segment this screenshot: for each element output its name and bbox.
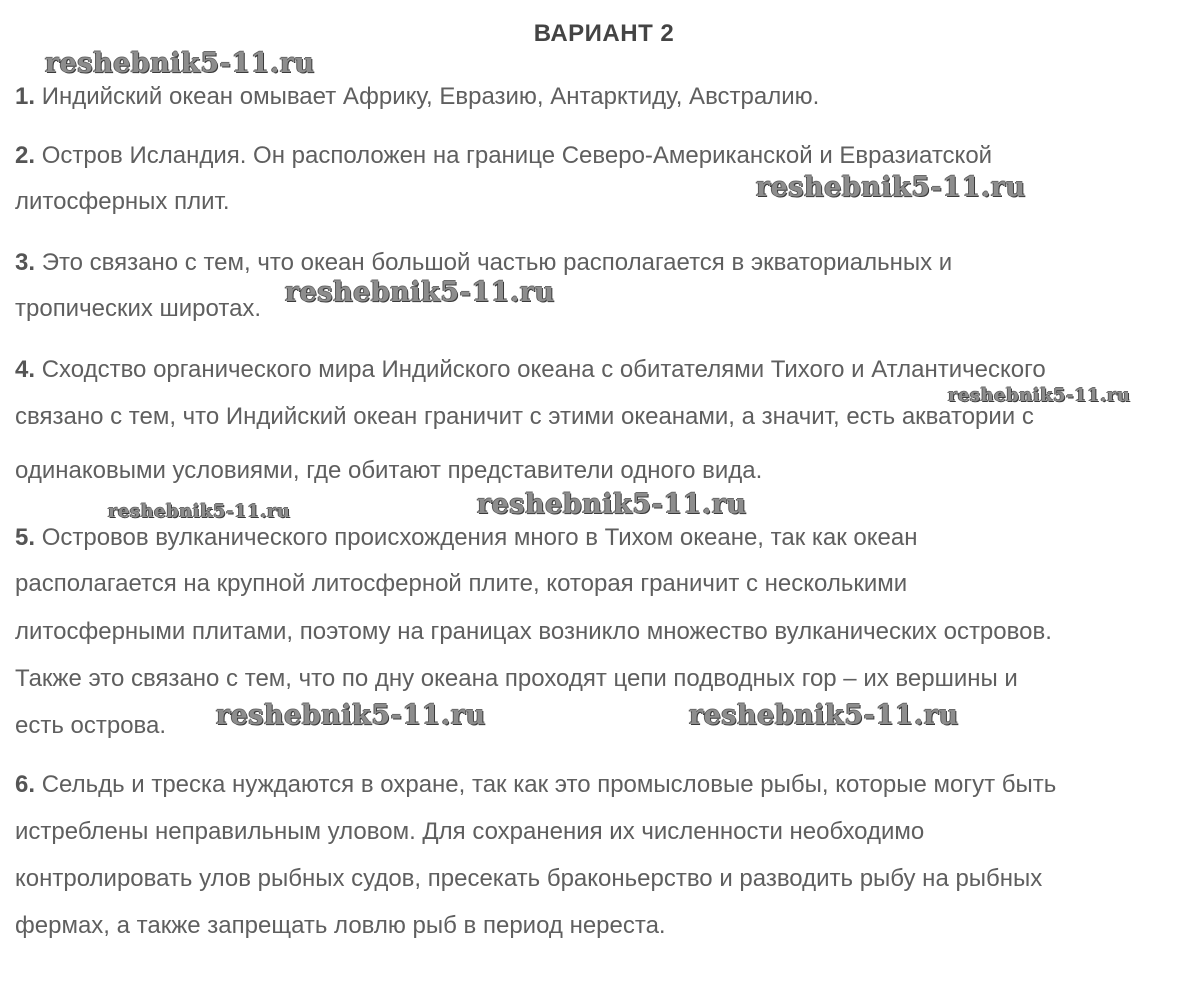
answer-3-number: 3. xyxy=(15,249,36,276)
watermark: reshebnik5-11.ru xyxy=(45,48,315,79)
answer-2-line-2: литосферных плит. xyxy=(15,188,230,215)
answer-4-line-2: связано с тем, что Индийский океан граничит с этими океанами, а значит, есть акватории с xyxy=(15,403,1034,430)
answer-3-line-2: тропических широтах. xyxy=(15,295,262,322)
answer-5-line-2: располагается на крупной литосферной плите, которая граничит с несколькими xyxy=(15,570,908,597)
answer-2-line-1 xyxy=(15,141,992,171)
watermark: reshebnik5-11.ru xyxy=(477,489,747,520)
watermark: reshebnik5-11.ru xyxy=(216,700,486,731)
answer-1-number: 1. xyxy=(15,83,36,110)
answer-4-line-1 xyxy=(15,355,1046,385)
answer-6-line-2: истреблены неправильным уловом. Для сохранения их численности необходимо xyxy=(15,818,925,845)
answer-3-text-1: Это связано с тем, что океан большой частью располагается в экваториальных и xyxy=(41,249,953,276)
answer-6-text-1: Сельдь и треска нуждаются в охране, так как это промысловые рыбы, которые могут быть xyxy=(41,771,1057,798)
watermark: reshebnik5-11.ru xyxy=(689,700,959,731)
answer-2-number: 2. xyxy=(15,142,36,169)
watermark: reshebnik5-11.ru xyxy=(285,277,555,308)
answer-5-line-3: литосферными плитами, поэтому на границах возникло множество вулканических островов. xyxy=(15,618,1052,645)
answer-4-text-1: Сходство органического мира Индийского океана с обитателями Тихого и Атлантического xyxy=(41,356,1046,383)
answer-5-text-1: Островов вулканического происхождения много в Тихом океане, так как океан xyxy=(41,524,918,551)
answer-5-line-5: есть острова. xyxy=(15,712,167,739)
answer-1-text: Индийский океан омывает Африку, Евразию, Антарктиду, Австралию. xyxy=(41,83,820,110)
answer-4-line-3: одинаковыми условиями, где обитают представители одного вида. xyxy=(15,457,763,484)
answer-6-line-4: фермах, а также запрещать ловлю рыб в период нереста. xyxy=(15,912,666,939)
watermark: reshebnik5-11.ru xyxy=(948,385,1131,406)
answer-5-number: 5. xyxy=(15,524,36,551)
answer-1-line-1 xyxy=(15,82,819,112)
answer-2-text-1: Остров Исландия. Он расположен на границе Северо-Американской и Евразиатской xyxy=(41,142,993,169)
page-title: ВАРИАНТ 2 xyxy=(533,20,675,47)
answer-5-line-1 xyxy=(15,523,918,553)
answer-6-number: 6. xyxy=(15,771,36,798)
answer-4-number: 4. xyxy=(15,356,36,383)
watermark: reshebnik5-11.ru xyxy=(756,172,1026,203)
watermark: reshebnik5-11.ru xyxy=(108,501,291,522)
answer-5-line-4: Также это связано с тем, что по дну океана проходят цепи подводных гор – их вершины и xyxy=(15,665,1018,692)
answer-6-line-1 xyxy=(15,770,1056,800)
answer-3-line-1 xyxy=(15,248,952,278)
answer-6-line-3: контролировать улов рыбных судов, пресекать браконьерство и разводить рыбу на рыбных xyxy=(15,865,1043,892)
